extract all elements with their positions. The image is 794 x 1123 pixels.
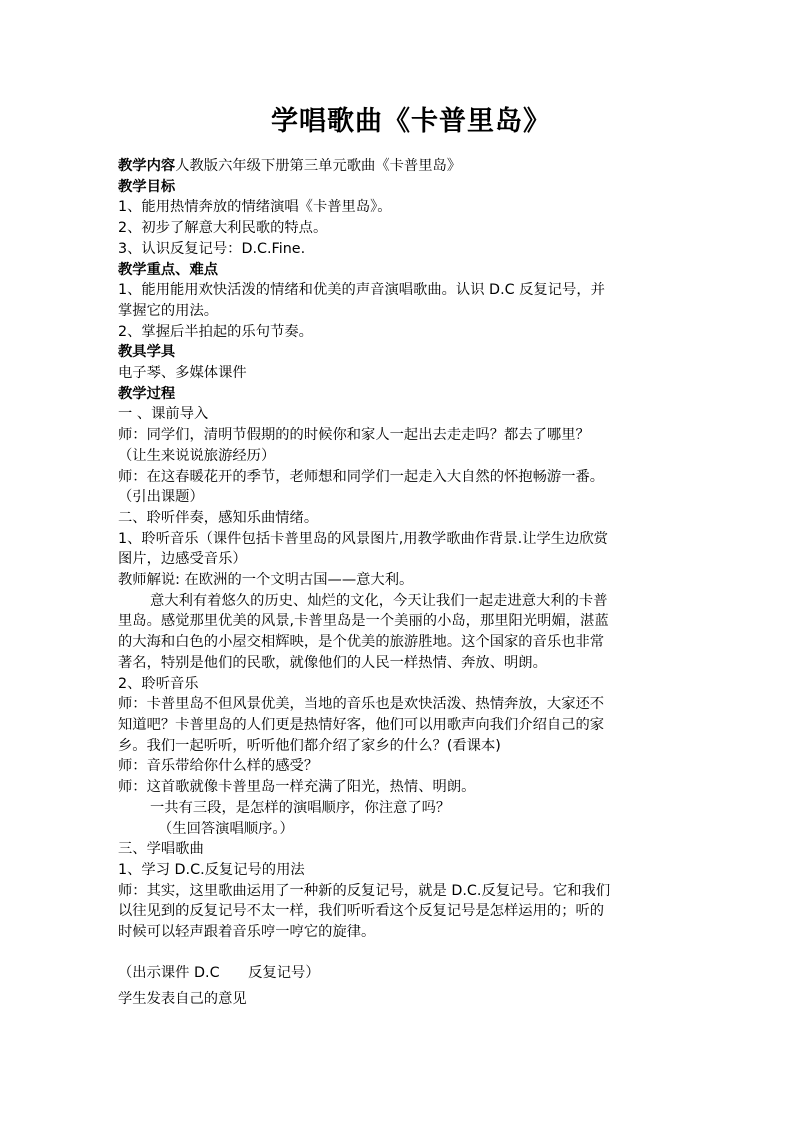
process-line: （引出课题） [118,489,204,506]
content-text: 人教版六年级下册第三单元歌曲《卡普里岛》 [175,158,462,174]
document-title: 学唱歌曲《卡普里岛》 [271,106,551,137]
process-heading: 教学过程 [118,385,176,402]
content-line [118,156,678,177]
keypoint-line: 掌握它的用法。 [118,302,219,319]
goal-item: 3、认识反复记号：D.C.Fine. [118,240,306,257]
process-line: 1、学习 D.C.反复记号的用法 [118,861,305,878]
goal-item: 1、能用热情奔放的情绪演唱《卡普里岛》。 [118,199,392,216]
process-line: 师：这首歌就像卡普里岛一样充满了阳光，热情、明朗。 [118,779,476,796]
process-line: 师：在这春暖花开的季节，老师想和同学们一起走入大自然的怀抱畅游一番。 [118,468,605,485]
process-line: 一 、课前导入 [118,406,209,423]
process-line: 二、聆听伴奏，感知乐曲情绪。 [118,509,319,526]
process-line: 师：其实，这里歌曲运用了一种新的反复记号，就是 D.C.反复记号。它和我们 [118,882,611,899]
keypoint-line: 1、能用能用欢快活泼的情绪和优美的声音演唱歌曲。认识 D.C 反复记号，并 [118,282,605,299]
process-line: 一共有三段，是怎样的演唱顺序，你注意了吗？ [150,799,451,816]
process-line: 的大海和白色的小屋交相辉映，是个优美的旅游胜地。这个国家的音乐也非常 [118,634,605,651]
process-line: 学生发表自己的意见 [118,991,247,1008]
process-line: （出示课件 D.C 反复记号） [118,964,320,981]
content-label: 教学内容 [118,158,176,174]
document-page [118,96,678,1010]
process-line: 里岛。感觉那里优美的风景,卡普里岛是一个美丽的小岛，那里阳光明媚，湛蓝 [118,613,609,630]
process-line: （让生来说说旅游经历） [118,447,276,464]
process-line: 知道吧？卡普里岛的人们更是热情好客，他们可以用歌声向我们介绍自己的家 [118,716,605,733]
document-body [118,156,678,1010]
process-line: 师：卡普里岛不但风景优美，当地的音乐也是欢快活泼、热情奔放，大家还不 [118,696,605,713]
process-line: （生回答演唱顺序。） [158,820,294,837]
process-line: 图片，边感受音乐） [118,551,247,568]
spacer [118,943,678,963]
process-line: 2、聆听音乐 [118,675,199,692]
goal-item: 2、初步了解意大利民歌的特点。 [118,220,328,237]
tools-text: 电子琴、多媒体课件 [118,365,247,382]
process-line: 三、学唱歌曲 [118,841,204,858]
goals-heading: 教学目标 [118,178,176,195]
process-line: 时候可以轻声跟着音乐哼一哼它的旋律。 [118,924,376,941]
process-line: 著名，特别是他们的民歌，就像他们的人民一样热情、奔放、明朗。 [118,654,547,671]
process-line: 师：同学们，清明节假期的的时候你和家人一起出去走走吗？都去了哪里？ [118,427,590,444]
process-line: 乡。我们一起听听，听听他们都介绍了家乡的什么？(看课本) [118,737,501,754]
keypoints-heading: 教学重点、难点 [118,261,219,278]
tools-heading: 教具学具 [118,344,176,361]
keypoint-line: 2、掌握后半拍起的乐句节奏。 [118,323,313,340]
process-line: 以往见到的反复记号不太一样，我们听听看这个反复记号是怎样运用的；听的 [118,903,605,920]
process-line: 师：音乐带给你什么样的感受？ [118,758,319,775]
process-line: 教师解说: 在欧洲的一个文明古国——意大利。 [118,572,414,589]
process-line: 意大利有着悠久的历史、灿烂的文化，今天让我们一起走进意大利的卡普 [150,592,608,609]
process-line: 1、聆听音乐（课件包括卡普里岛的风景图片,用教学歌曲作背景.让学生边欣赏 [118,530,608,547]
